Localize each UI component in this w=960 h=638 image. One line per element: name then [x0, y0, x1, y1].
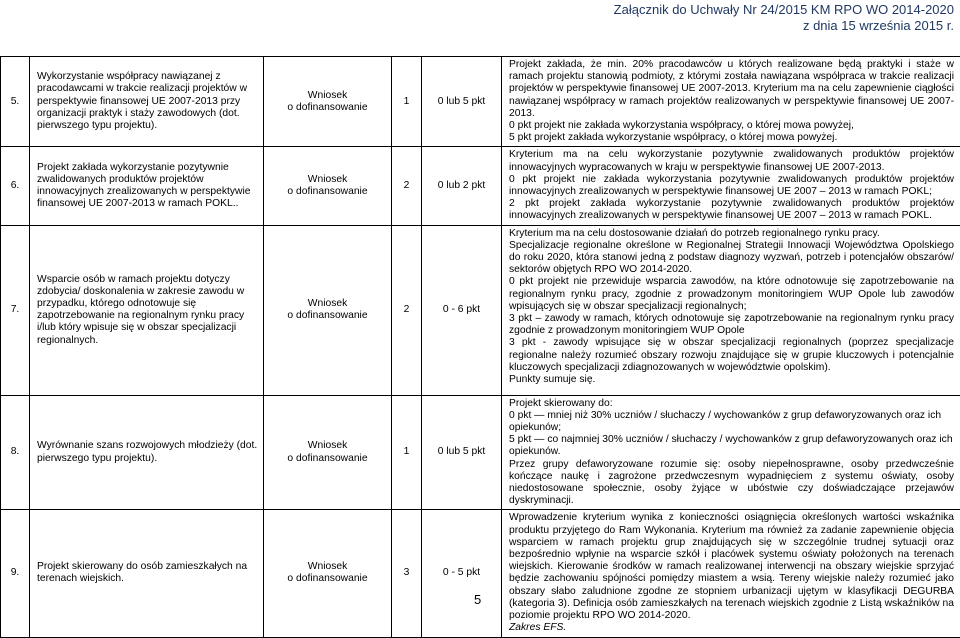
verification-source: Wniosek o dofinansowanie — [264, 510, 392, 637]
criterion-text: Wsparcie osób w ramach projektu dotyczy zdobycia/ doskonalenia w zakresie zawodu w przypadku, którego odnotowuje się zapotrzebowanie na regionalnym rynku pracy i/lub który wpisuje się w obszar specjalizacji regionalnych. — [30, 225, 264, 395]
criterion-points: 0 - 6 pkt — [422, 225, 502, 395]
description-paragraph: Przez grupy defaworyzowane rozumie się: osoby niepełnosprawne, osoby przedwcześnie kończące naukę i zagrożone przedwczesnym wypadnięciem z systemu oświaty, osoby niedostosowane społecznie, osoby żyjące w ubóstwie czy doświadczające przejawów dyskryminacji. — [509, 459, 954, 508]
description-paragraph: 0 pkt projekt nie zakłada wykorzystania współpracy, o której mowa powyżej, — [509, 120, 954, 132]
criterion-points: 0 - 5 pkt — [422, 510, 502, 637]
description-paragraph: 0 pkt projekt nie przewiduje wsparcia zawodów, na które odnotowuje się zapotrzebowanie na regionalnym rynku pracy, zgodnie z prowadzonym monitoringiem WUP Opole lub zawodów wpisujących się w obszar specjalizacji regionalnych; — [509, 276, 954, 313]
criterion-description — [502, 395, 960, 510]
description-note: Zakres EFS. — [509, 622, 954, 634]
criterion-weight: 2 — [392, 147, 422, 225]
verification-source: Wniosek o dofinansowanie — [264, 395, 392, 510]
document-header — [554, 2, 954, 34]
criterion-description — [502, 225, 960, 395]
row-number: 8. — [1, 395, 30, 510]
description-paragraph: 2 pkt projekt zakłada wykorzystanie pozytywnie zwalidowanych produktów projektów innowacyjnych zrealizowanych w perspektywie finansowej UE 2007 – 2013 w ramach POKL. — [509, 198, 954, 222]
description-paragraph: 5 pkt — co najmniej 30% uczniów / słuchaczy / wychowanków z grup defaworyzowanych oraz ich opiekunów. — [509, 434, 954, 458]
table-row-8 — [1, 395, 960, 510]
header-date: z dnia 15 września 2015 r. — [554, 18, 954, 34]
criterion-weight: 1 — [392, 57, 422, 147]
description-paragraph: 5 pkt projekt zakłada wykorzystanie współpracy, o której mowa powyżej. — [509, 132, 954, 144]
criterion-text: Wyrównanie szans rozwojowych młodzieży (dot. pierwszego typu projektu). — [30, 395, 264, 510]
row-number: 7. — [1, 225, 30, 395]
row-number: 5. — [1, 57, 30, 147]
criterion-text: Projekt skierowany do osób zamieszkałych na terenach wiejskich. — [30, 510, 264, 637]
table-row-5 — [1, 57, 960, 147]
criterion-description — [502, 147, 960, 225]
criterion-text: Projekt zakłada wykorzystanie pozytywnie zwalidowanych produktów projektów innowacyjnych zrealizowanych w perspektywie finansowej UE 2007-2013 w ramach POKL.. — [30, 147, 264, 225]
criterion-weight: 3 — [392, 510, 422, 637]
description-paragraph: Kryterium ma na celu dostosowanie działań do potrzeb regionalnego rynku pracy. — [509, 228, 954, 240]
criterion-text: Wykorzystanie współpracy nawiązanej z pracodawcami w trakcie realizacji projektów w perspektywie finansowej UE 2007-2013 przy organizacji praktyk i staży zawodowych (dot. pierwszego typu projektu). — [30, 57, 264, 147]
row-number: 6. — [1, 147, 30, 225]
description-paragraph: Projekt zakłada, że min. 20% pracodawców u których realizowane będą praktyki i staże w ramach projektu stanowią podmioty, z którymi została nawiązana współpraca w trakcie realizacji projektów w perspektywie finansowej UE 2007-2013. Kryterium ma na celu zapewnienie ciągłości nawiązanej współpracy w ramach projektów realizowanych w perspektywie finansowej UE 2007-2013. — [509, 59, 954, 120]
header-resolution: Załącznik do Uchwały Nr 24/2015 KM RPO WO 2014-2020 — [554, 2, 954, 18]
criterion-description — [502, 57, 960, 147]
criterion-weight: 1 — [392, 395, 422, 510]
description-paragraph: Wprowadzenie kryterium wynika z konieczności osiągnięcia określonych wartości wskaźnika produktu przyjętego do Ram Wykonania. Kryterium ma również za zadanie zapewnienie objęcia wsparciem w ramach projektu grup znajdujących się w szczególnie trudnej sytuacji oraz bezpośrednio wpłynie na wsparcie szkół i placówek systemu oświaty położonych na terenach wiejskich. Kierowanie środków w ramach realizowanej interwencji na obszary wiejskie sprzyjać będzie zachowaniu spójności pomiędzy miastem a wsią. Tereny wiejskie należy rozumieć jako obszary słabo zaludnione zgodne ze stopniem urbanizacji ujętym w klasyfikacji DEGURBA (kategoria 3). Definicja osób zamieszkałych na terenach wiejskich zgodnie z Listą wskaźników na poziomie projektu RPO WO 2014-2020. — [509, 512, 954, 622]
verification-source: Wniosek o dofinansowanie — [264, 57, 392, 147]
criterion-weight: 2 — [392, 225, 422, 395]
description-paragraph: 3 pkt - zawody wpisujące się w obszar specjalizacji regionalnych (poprzez specjalizacje regionalne należy rozumieć obszary rozwoju znajdujące się w grupie kluczowych i potencjalnie kluczowych specjalizacji zdiagnozowanych w województwie opolskim). — [509, 337, 954, 374]
description-paragraph: Specjalizacje regionalne określone w Regionalnej Strategii Innowacji Województwa Opolskiego do roku 2020, która stanowi jedną z podstaw diagnozy wyzwań, potrzeb i potencjałów obszarów/ sektorów objętych RPO WO 2014-2020. — [509, 240, 954, 277]
verification-source: Wniosek o dofinansowanie — [264, 225, 392, 395]
criterion-description — [502, 510, 960, 637]
table-row-7 — [1, 225, 960, 395]
criterion-points: 0 lub 5 pkt — [422, 395, 502, 510]
description-paragraph: Kryterium ma na celu wykorzystanie pozytywnie zwalidowanych produktów projektów innowacyjnych wypracowanych w kraju w perspektywie finansowej UE 2007-2013. — [509, 149, 954, 173]
description-paragraph: Projekt skierowany do: — [509, 398, 954, 410]
description-paragraph: 0 pkt projekt nie zakłada wykorzystania pozytywnie zwalidowanych produktów projektów innowacyjnych zrealizowanych w perspektywie finansowej UE 2007 – 2013 w ramach POKL; — [509, 174, 954, 198]
description-paragraph: Punkty sumuje się. — [509, 374, 954, 386]
page-number: 5 — [474, 592, 481, 607]
table-row-9 — [1, 510, 960, 637]
criteria-table — [0, 56, 960, 638]
description-paragraph: 3 pkt – zawody w ramach, których odnotowuje się zapotrzebowanie na regionalnym rynku pracy zgodnie z prowadzonym monitoringiem WUP Opole — [509, 313, 954, 337]
table-row-6 — [1, 147, 960, 225]
description-paragraph: 0 pkt — mniej niż 30% uczniów / słuchaczy / wychowanków z grup defaworyzowanych oraz ich opiekunów; — [509, 410, 954, 434]
criterion-points: 0 lub 5 pkt — [422, 57, 502, 147]
row-number: 9. — [1, 510, 30, 637]
criterion-points: 0 lub 2 pkt — [422, 147, 502, 225]
verification-source: Wniosek o dofinansowanie — [264, 147, 392, 225]
